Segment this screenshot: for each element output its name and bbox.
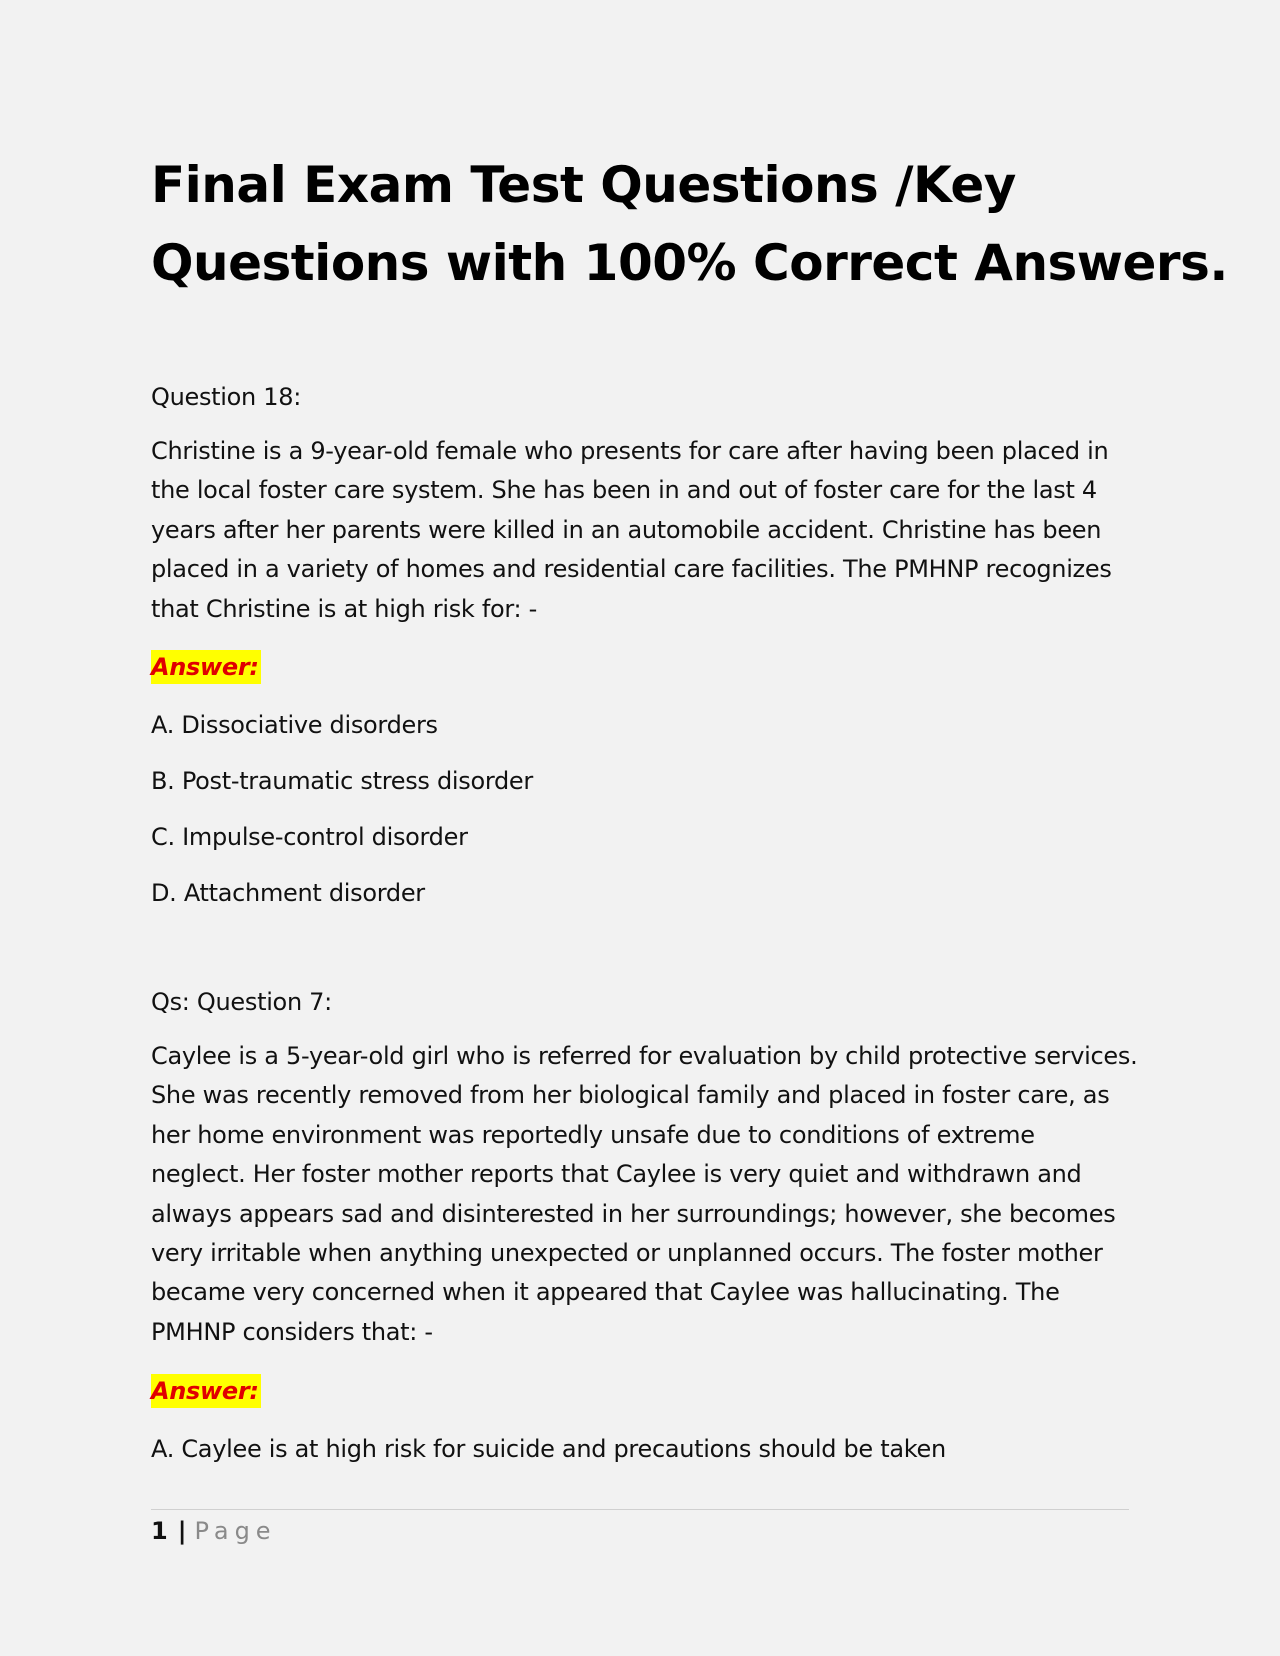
- answer-label: Answer:: [151, 1374, 261, 1408]
- answer-option: C. Impulse-control disorder: [151, 823, 468, 851]
- title-line: Final Exam Test Questions /Key: [151, 156, 1016, 214]
- prompt-line: her home environment was reportedly unsafe due to conditions of extreme: [151, 1120, 1035, 1149]
- prompt-line: became very concerned when it appeared that Caylee was hallucinating. The: [151, 1278, 1060, 1307]
- footer-divider: [151, 1509, 1129, 1510]
- prompt-line: the local foster care system. She has been in and out of foster care for the last 4: [151, 476, 1097, 505]
- answer-option: A. Dissociative disorders: [151, 711, 438, 739]
- question-prompt: [151, 432, 1129, 629]
- prompt-line: She was recently removed from her biological family and placed in foster care, as: [151, 1081, 1110, 1110]
- prompt-line: neglect. Her foster mother reports that Caylee is very quiet and withdrawn and: [151, 1160, 1082, 1189]
- document-title: [151, 146, 1228, 302]
- prompt-line: Caylee is a 5-year-old girl who is referred for evaluation by child protective services.: [151, 1042, 1138, 1070]
- answer-option: B. Post-traumatic stress disorder: [151, 767, 533, 795]
- prompt-line: Christine is a 9-year-old female who presents for care after having been placed in: [151, 437, 1109, 465]
- page-word: Page: [194, 1517, 277, 1545]
- prompt-line: placed in a variety of homes and residential care facilities. The PMHNP recognizes: [151, 555, 1112, 584]
- page-separator: |: [177, 1517, 187, 1545]
- prompt-line: PMHNP considers that: -: [151, 1317, 433, 1346]
- page-footer: [151, 1514, 277, 1548]
- answer-option: D. Attachment disorder: [151, 879, 425, 907]
- question-label: Qs: Question 7:: [151, 988, 332, 1016]
- prompt-line: always appears sad and disinterested in her surroundings; however, she becomes: [151, 1199, 1116, 1228]
- prompt-line: that Christine is at high risk for: -: [151, 594, 537, 623]
- title-line: Questions with 100% Correct Answers.: [151, 234, 1228, 292]
- prompt-line: very irritable when anything unexpected or unplanned occurs. The foster mother: [151, 1239, 1103, 1268]
- prompt-line: years after her parents were killed in an automobile accident. Christine has been: [151, 515, 1102, 544]
- answer-label: Answer:: [151, 650, 261, 684]
- question-label: Question 18:: [151, 383, 301, 411]
- answer-option: A. Caylee is at high risk for suicide and precautions should be taken: [151, 1435, 946, 1463]
- document-page: [151, 0, 1228, 1656]
- page-number: 1: [151, 1517, 168, 1545]
- question-prompt: [151, 1037, 1138, 1352]
